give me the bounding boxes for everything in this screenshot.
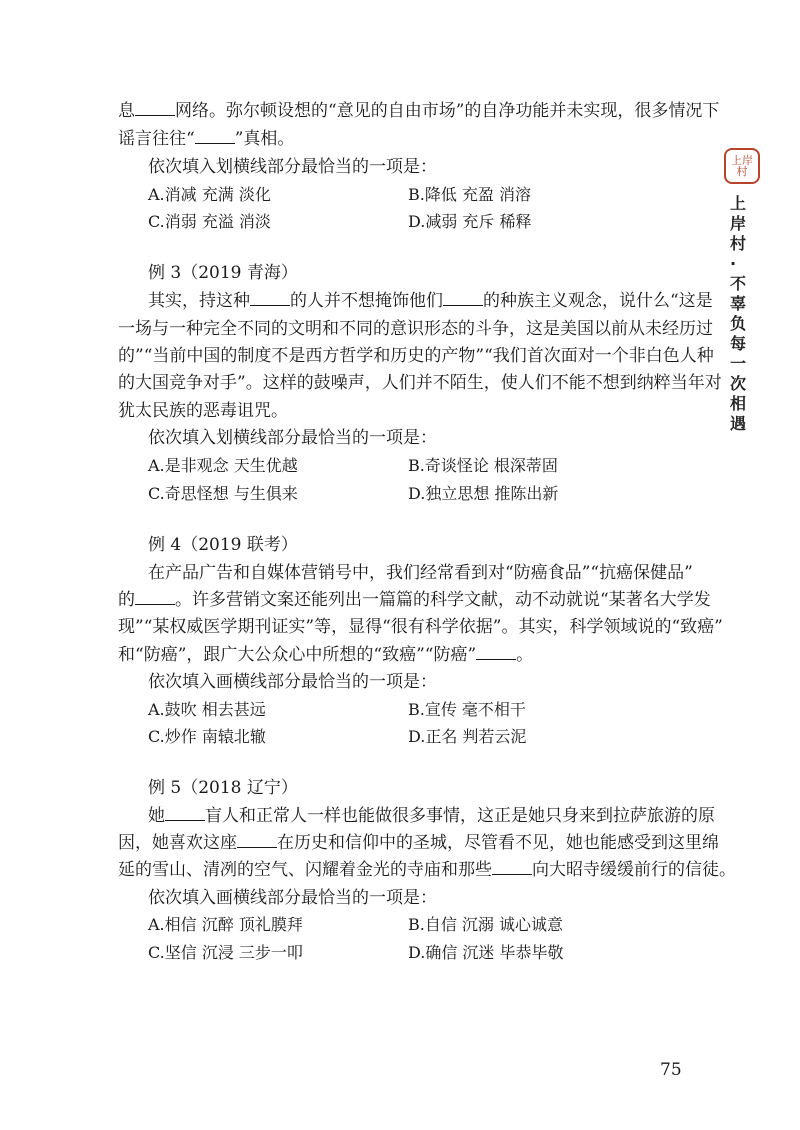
example-3-option-a: A.是非观念 天生优越	[148, 456, 298, 475]
example-5-option-c: C.坚信 沉浸 三步一叩	[148, 943, 303, 962]
fill-blank	[165, 806, 205, 821]
intro-option-b: B.降低 充盈 消溶	[408, 185, 532, 204]
example-4-line-1: 在产品广告和自媒体营销号中，我们经常看到对“防癌食品”“抗癌保健品”	[148, 563, 693, 583]
intro-option-a: A.消减 充满 淡化	[148, 185, 271, 204]
brand-sidebar	[720, 148, 764, 433]
example-3-line-3: 的”“当前中国的制度不是西方哲学和历史的产物”“我们首次面对一个非白色人种	[118, 346, 714, 366]
fill-blank	[135, 590, 175, 605]
example-5-option-d: D.确信 沉迷 毕恭毕敬	[408, 943, 564, 962]
example-4-prompt: 依次填入画横线部分最恰当的一项是：	[148, 672, 437, 692]
fill-blank	[237, 833, 277, 848]
fill-blank	[492, 860, 532, 875]
example-4-option-c: C.炒作 南辕北辙	[148, 727, 266, 746]
example-3-heading: 例 3（2019 青海）	[148, 263, 298, 283]
example-5-option-b: B.自信 沉溺 诚心诚意	[408, 915, 564, 934]
intro-option-c: C.消弱 充溢 消淡	[148, 212, 271, 231]
example-3-line-2: 一场与一种完全不同的文明和不同的意识形态的斗争，这是美国以前从未经历过	[118, 319, 713, 339]
example-5-heading: 例 5（2018 辽宁）	[148, 778, 298, 798]
example-5-option-a: A.相信 沉醉 顶礼膜拜	[148, 915, 303, 934]
example-3-prompt: 依次填入划横线部分最恰当的一项是：	[148, 428, 437, 448]
example-3-line-5: 犹太民族的恶毒诅咒。	[118, 401, 288, 421]
page-number: 75	[660, 1060, 682, 1080]
intro-line-2: 谣言往往“ ”真相。	[118, 129, 295, 149]
example-5-line-3: 延的雪山、清冽的空气、闪耀着金光的寺庙和那些 向大昭寺缓缓前行的信徒。	[118, 860, 736, 880]
example-3-line-4: 的大国竞争对手”。这样的鼓噪声，人们并不陌生，使人们不能不想到纳粹当年对	[118, 373, 722, 393]
intro-prompt: 依次填入划横线部分最恰当的一项是：	[148, 157, 437, 177]
example-4-heading: 例 4（2019 联考）	[148, 535, 298, 555]
example-3-line-1: 其实，持这种 的人并不想掩饰他们 的种族主义观念，说什么“这是	[148, 291, 713, 311]
example-4-line-3: 现”“某权威医学期刊证实”等，显得“很有科学依据”。其实，科学领域说的“致癌”	[118, 617, 723, 637]
fill-blank	[250, 291, 290, 306]
fill-blank	[135, 101, 175, 116]
example-3-option-b: B.奇谈怪论 根深蒂固	[408, 456, 558, 475]
fill-blank	[195, 129, 235, 144]
example-4-option-a: A.鼓吹 相去甚远	[148, 700, 266, 719]
example-4-line-2: 的 。许多营销文案还能列出一篇篇的科学文献，动不动就说“某著名大学发	[118, 590, 711, 610]
example-4-option-d: D.正名 判若云泥	[408, 727, 527, 746]
example-3-option-d: D.独立思想 推陈出新	[408, 484, 559, 503]
brand-logo-seal: 上岸村	[724, 148, 760, 184]
intro-line-1: 息 网络。弥尔顿设想的“意见的自由市场”的自净功能并未实现，很多情况下	[118, 101, 720, 121]
fill-blank	[476, 645, 516, 660]
example-3-option-c: C.奇思怪想 与生俱来	[148, 484, 298, 503]
intro-option-d: D.减弱 充斥 稀释	[408, 212, 532, 231]
fill-blank	[443, 291, 483, 306]
brand-slogan: 上岸村·不辜负每一次相遇	[730, 194, 747, 433]
example-5-prompt: 依次填入画横线部分最恰当的一项是：	[148, 888, 437, 908]
example-5-line-2: 因，她喜欢这座 在历史和信仰中的圣城，尽管看不见，她也能感受到这里绵	[118, 833, 719, 853]
example-4-line-4: 和“防癌”，跟广大公众心中所想的“致癌”“防癌” 。	[118, 645, 534, 665]
example-5-line-1: 她 盲人和正常人一样也能做很多事情，这正是她只身来到拉萨旅游的原	[148, 806, 715, 826]
example-4-option-b: B.宣传 毫不相干	[408, 700, 526, 719]
